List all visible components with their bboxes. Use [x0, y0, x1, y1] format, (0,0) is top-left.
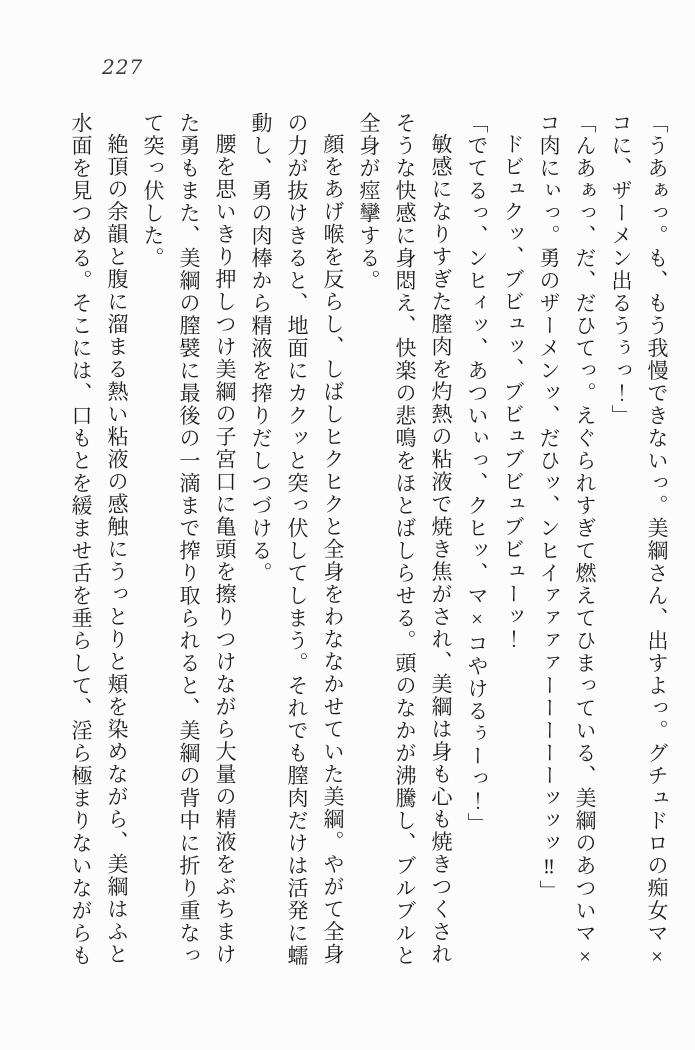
text-column: そうな快感に身悶え、快楽の悲鳴をほとばしらせる。頭のなかが沸騰し、ブルブルと — [393, 112, 417, 967]
text-column: 全身が痙攣する。 — [357, 112, 381, 292]
text-column: の力が抜けきると、地面にカクッと突っ伏してしまう。それでも膣肉だけは活発に蠕 — [285, 112, 309, 967]
text-column: コに、ザーメン出るうぅっ！」 — [609, 112, 633, 427]
text-column: 「んあぁっ、だ、だひてっ。えぐられすぎて燃えてひまっている、美綱のあついマ× — [573, 112, 597, 970]
text-column: 敏感になりすぎた膣肉を灼熱の粘液で焼き焦がされ、美綱は身も心も焼きつくされ — [429, 133, 453, 966]
text-column: 腰を思いきり押しつけ美綱の子宮口に亀頭を擦りつけながら大量の精液をぶちまけ — [213, 133, 237, 966]
text-column: 「でてるっ、ンヒィッ、あついぃっ、クヒッ、マ×コやけるぅーっ！」 — [465, 112, 489, 835]
text-column: 水面を見つめる。そこには、口もとを緩ませ舌を垂らして、淫ら極まりないながらも — [69, 112, 93, 967]
body-text — [63, 112, 675, 970]
text-column: た勇もまた、美綱の膣襞に最後の一滴まで搾り取られると、美綱の背中に折り重なっ — [177, 112, 201, 967]
text-column: ドビュクッ、ブビュッ、ブビュブビュブビューッ！ — [501, 133, 525, 651]
text-column: コ肉にぃっ。勇のザーメンッ、だひッ、ンヒイァァァァーーーーーッッッ‼」 — [537, 112, 561, 903]
text-column: 動し、勇の肉棒から精液を搾りだしつづける。 — [249, 112, 273, 585]
text-column: 絶頂の余韻と腹に溜まる熱い粘液の感触にうっとりと頬を染めながら、美綱はふと — [105, 133, 129, 966]
text-column: 顔をあげ喉を反らし、しばしヒクヒクと全身をわななかせていた美綱。やがて全身 — [321, 133, 345, 966]
text-column: 「うあぁっ。も、もう我慢できないっ。美綱さん、出すよっ。グチュドロの痴女マ× — [645, 112, 669, 970]
text-column: て突っ伏した。 — [141, 112, 165, 270]
page-number: 227 — [102, 55, 144, 79]
